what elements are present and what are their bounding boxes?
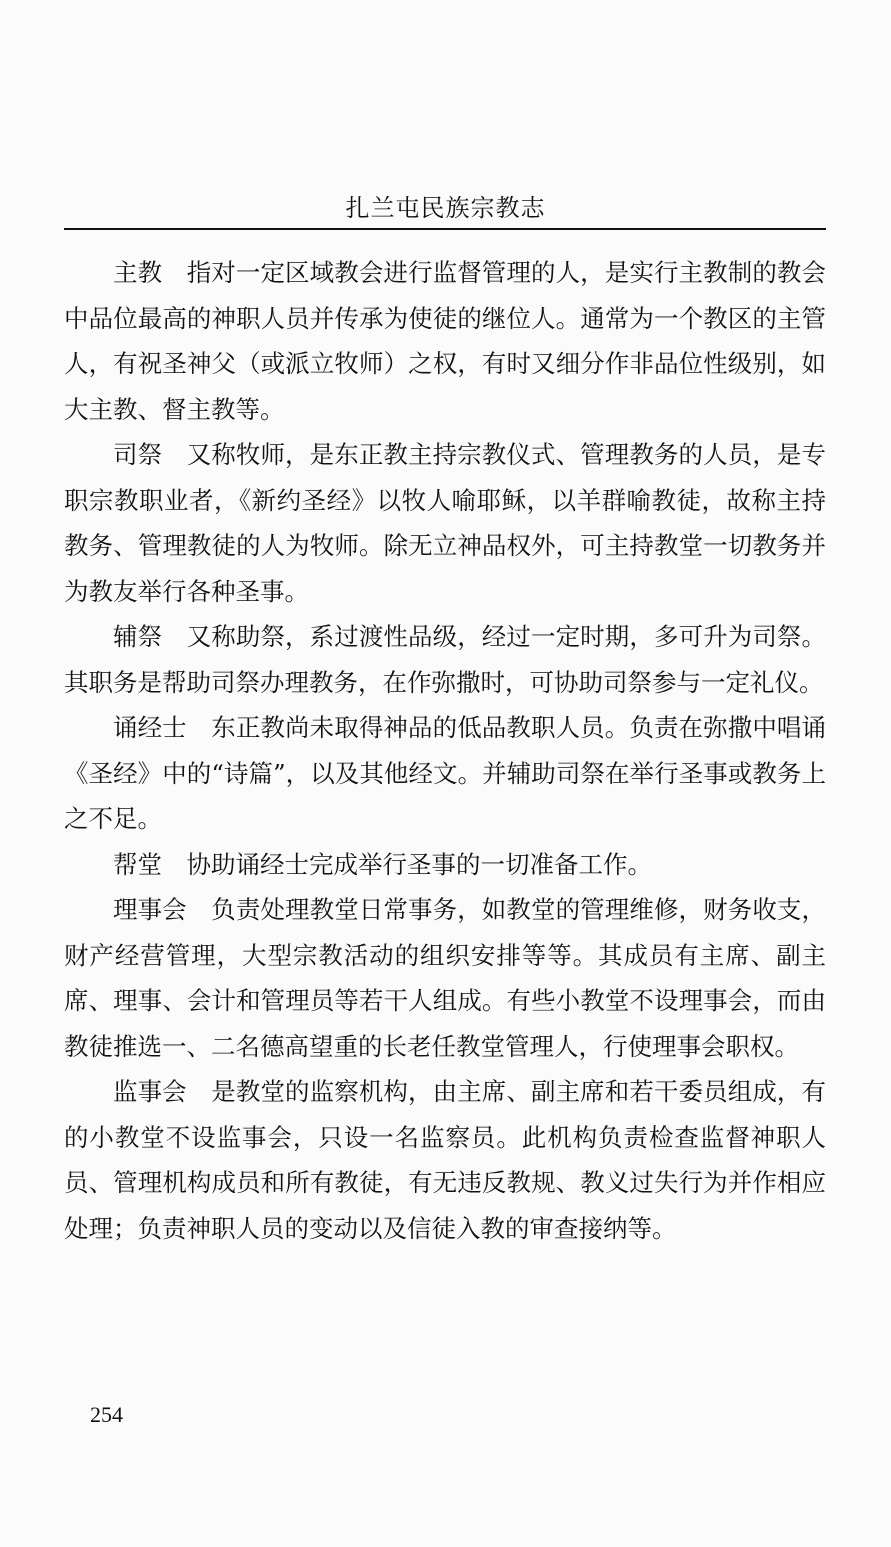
entry-text: 又称助祭，系过渡性品级，经过一定时期，多可升为司祭。其职务是帮助司祭办理教务，在作弥撒时，可协助司祭参与一定礼仪。 [64,622,826,697]
entry-text: 指对一定区域教会进行监督管理的人，是实行主教制的教会中品位最高的神职人员并传承为使徒的继位人。通常为一个教区的主管人，有祝圣神父（或派立牧师）之权，有时又细分作非品位性级别，如大主教、督主教等。 [64,258,826,424]
entry-bishop [64,250,826,432]
entry-board-of-supervisors [64,1069,826,1251]
entry-church-assistant [64,842,826,888]
entry-reader [64,705,826,842]
entry-term: 司祭 [113,440,163,469]
page-body [64,250,826,1251]
entry-term: 主教 [113,258,163,287]
entry-text: 又称牧师，是东正教主持宗教仪式、管理教务的人员，是专职宗教职业者，《新约圣经》以牧人喻耶稣，以羊群喻教徒，故称主持教务、管理教徒的人为牧师。除无立神品权外，可主持教堂一切教务并为教友举行各种圣事。 [64,440,826,606]
entry-text: 东正教尚未取得神品的低品教职人员。负责在弥撒中唱诵《圣经》中的“诗篇”，以及其他经文。并辅助司祭在举行圣事或教务上之不足。 [64,713,827,833]
entry-board-of-directors [64,887,826,1069]
entry-term: 帮堂 [113,849,162,879]
entry-term: 监事会 [113,1077,187,1106]
header-rule [64,228,826,230]
entry-term: 理事会 [113,895,187,924]
entry-text: 协助诵经士完成举行圣事的一切准备工作。 [186,849,652,879]
entry-text: 负责处理教堂日常事务，如教堂的管理维修，财务收支，财产经营管理，大型宗教活动的组织安排等等。其成员有主席、副主席、理事、会计和管理员等若干人组成。有些小教堂不设理事会，而由教徒推选一、二名德高望重的长老任教堂管理人，行使理事会职权。 [64,895,827,1061]
running-head: 扎兰屯民族宗教志 [345,194,546,222]
entry-text: 是教堂的监察机构，由主席、副主席和若干委员组成，有的小教堂不设监事会，只设一名监察员。此机构负责检查监督神职人员、管理机构成员和所有教徒，有无违反教规、教义过失行为并作相应处理；负责神职人员的变动以及信徒入教的审查接纳等。 [64,1077,827,1243]
entry-priest [64,432,826,614]
entry-deacon [64,614,826,705]
entry-term: 辅祭 [113,622,163,651]
page-number: 254 [90,1402,123,1427]
entry-term: 诵经士 [113,713,187,742]
